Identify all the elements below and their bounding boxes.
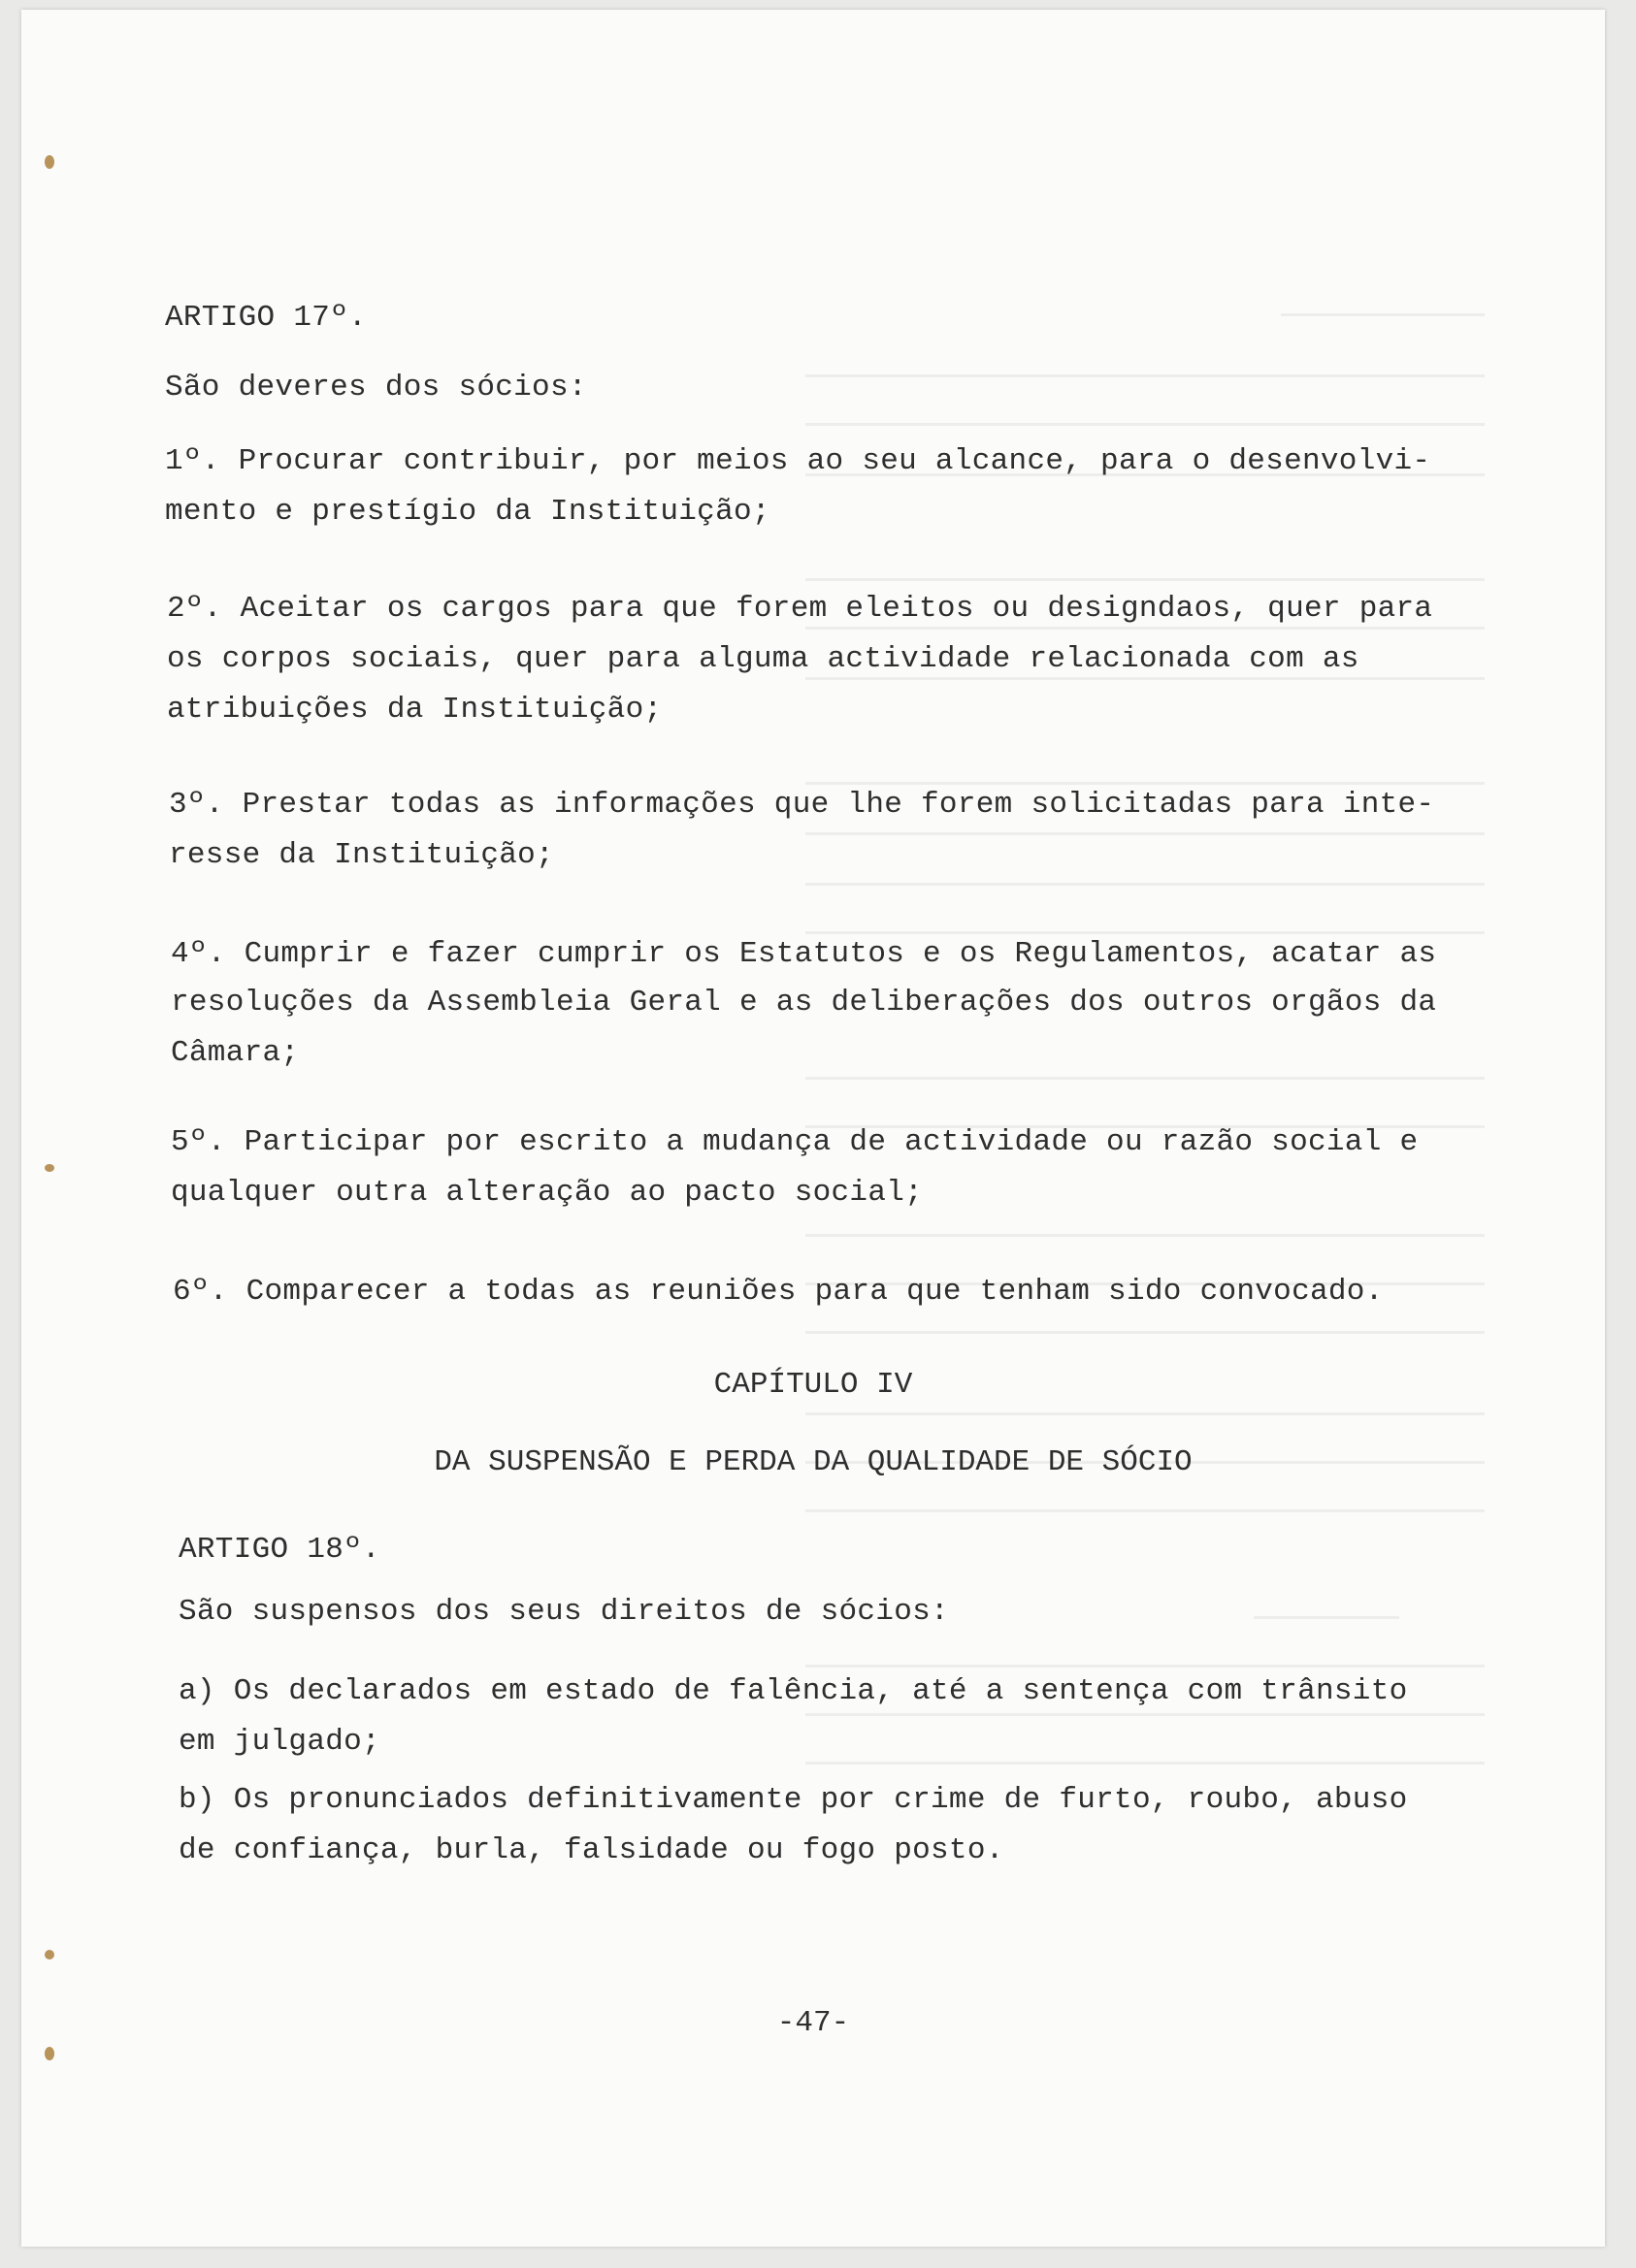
article-18-item-b-line-1: b) Os pronunciados definitivamente por crime de furto, roubo, abuso bbox=[179, 1783, 1408, 1817]
article-18-heading: ARTIGO 18º. bbox=[179, 1533, 380, 1567]
article-18-item-a-line-1: a) Os declarados em estado de falência, até a sentença com trânsito bbox=[179, 1674, 1408, 1708]
document-body bbox=[21, 10, 1605, 2247]
article-18-item-b-line-2: de confiança, burla, falsidade ou fogo posto. bbox=[179, 1833, 1004, 1867]
article-17-item-3-line-1: 3º. Prestar todas as informações que lhe forem solicitadas para inte- bbox=[169, 788, 1435, 822]
article-17-item-3-line-2: resse da Instituição; bbox=[169, 838, 554, 872]
article-17-item-4-line-2: resoluções da Assembleia Geral e as deliberações dos outros orgãos da bbox=[171, 986, 1437, 1020]
article-17-item-2-line-3: atribuições da Instituição; bbox=[167, 693, 663, 727]
article-17-item-4-line-1: 4º. Cumprir e fazer cumprir os Estatutos e os Regulamentos, acatar as bbox=[171, 937, 1437, 971]
chapter-title: DA SUSPENSÃO E PERDA DA QUALIDADE DE SÓCIO bbox=[434, 1445, 1193, 1479]
article-17-item-2-line-2: os corpos sociais, quer para alguma actividade relacionada com as bbox=[167, 642, 1359, 676]
article-17-heading: ARTIGO 17º. bbox=[165, 301, 367, 335]
page-number: -47- bbox=[776, 2006, 850, 2040]
article-17-item-1-line-1: 1º. Procurar contribuir, por meios ao seu alcance, para o desenvolvi- bbox=[165, 444, 1431, 478]
article-18-item-a-line-2: em julgado; bbox=[179, 1725, 380, 1759]
document-page bbox=[21, 10, 1605, 2247]
article-18-intro: São suspensos dos seus direitos de sócios: bbox=[179, 1595, 949, 1629]
article-17-item-5-line-2: qualquer outra alteração ao pacto social; bbox=[171, 1176, 924, 1210]
article-17-item-4-line-3: Câmara; bbox=[171, 1036, 300, 1070]
article-17-item-1-line-2: mento e prestígio da Instituição; bbox=[165, 495, 770, 529]
article-17-item-2-line-1: 2º. Aceitar os cargos para que forem eleitos ou designdaos, quer para bbox=[167, 592, 1433, 626]
chapter-number: CAPÍTULO IV bbox=[713, 1368, 913, 1402]
article-17-item-5-line-1: 5º. Participar por escrito a mudança de actividade ou razão social e bbox=[171, 1125, 1419, 1159]
article-17-item-6-line-1: 6º. Comparecer a todas as reuniões para que tenham sido convocado. bbox=[173, 1275, 1384, 1309]
article-17-intro: São deveres dos sócios: bbox=[165, 371, 587, 405]
